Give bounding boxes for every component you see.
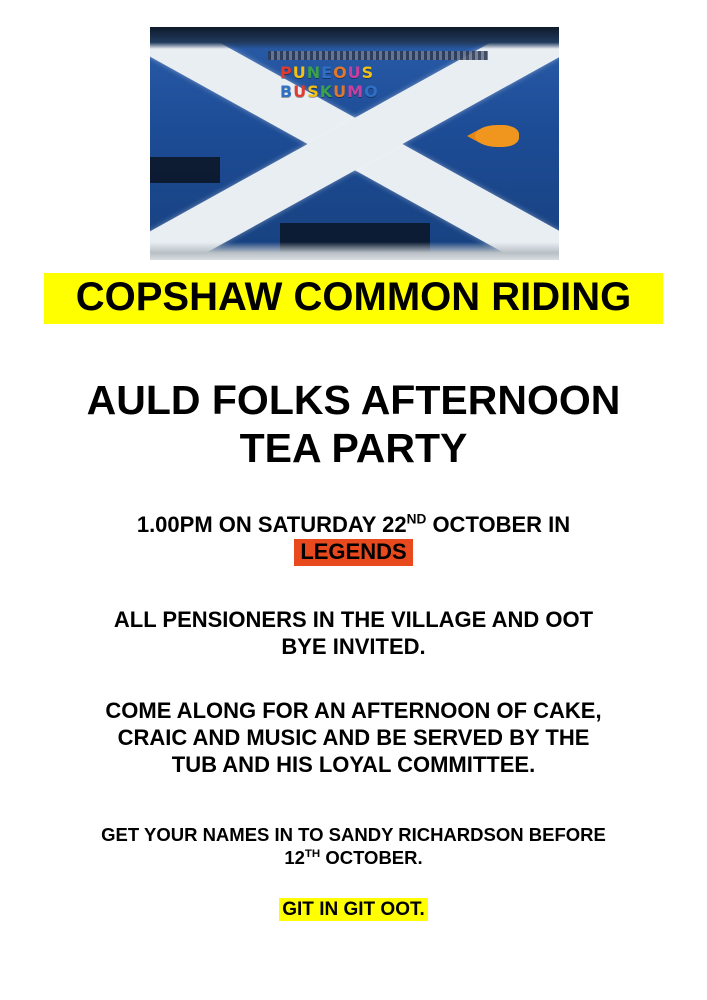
event-time-prefix: 1.00PM ON SATURDAY 22 xyxy=(136,512,407,537)
magnetic-letters-row-2: B U S K U M O xyxy=(280,82,378,101)
headline-line-2: TEA PARTY xyxy=(239,425,468,472)
poster-headline xyxy=(0,376,707,473)
invitation-line-2: BYE INVITED. xyxy=(281,633,426,659)
flag-photo xyxy=(150,27,559,260)
banner-strip xyxy=(268,51,488,60)
magnetic-letters-row-1: P U N E O U S xyxy=(280,63,374,82)
event-time-line xyxy=(0,512,707,539)
headline-line-1: AULD FOLKS AFTERNOON xyxy=(86,377,621,423)
event-venue-line xyxy=(0,539,707,566)
invitation-line-1: ALL PENSIONERS IN THE VILLAGE AND OOT xyxy=(113,607,594,632)
description-line-2: CRAIC AND MUSIC AND BE SERVED BY THE xyxy=(117,724,590,750)
description-block xyxy=(0,698,707,778)
photo-bottom-shadow xyxy=(150,242,559,260)
description-line-1: COME ALONG FOR AN AFTERNOON OF CAKE, xyxy=(105,698,602,723)
signup-deadline-month: OCTOBER. xyxy=(320,846,423,868)
signup-line-1: GET YOUR NAMES IN TO SANDY RICHARDSON BEFORE xyxy=(101,824,606,845)
event-time-suffix: OCTOBER IN xyxy=(426,512,571,537)
photo-top-shadow xyxy=(150,27,559,49)
event-venue: LEGENDS xyxy=(294,539,412,566)
orange-fish-icon xyxy=(467,125,523,147)
closing-text: GIT IN GIT OOT. xyxy=(279,898,428,921)
signup-deadline-day: 12 xyxy=(284,846,305,868)
event-time-block xyxy=(0,512,707,566)
magnetic-letters xyxy=(280,65,470,103)
closing-block xyxy=(0,898,707,921)
description-line-3: TUB AND HIS LOYAL COMMITTEE. xyxy=(171,751,536,777)
event-time-ordinal: ND xyxy=(406,511,427,527)
flag-photo-image xyxy=(150,27,559,260)
signup-block xyxy=(0,824,707,869)
photo-left-dark-patch xyxy=(150,157,220,183)
signup-line-2 xyxy=(0,847,707,870)
signup-deadline-ordinal: TH xyxy=(304,847,321,860)
poster-title-highlight xyxy=(44,273,663,324)
invitation-block xyxy=(0,607,707,661)
poster-title: COPSHAW COMMON RIDING xyxy=(75,275,632,319)
